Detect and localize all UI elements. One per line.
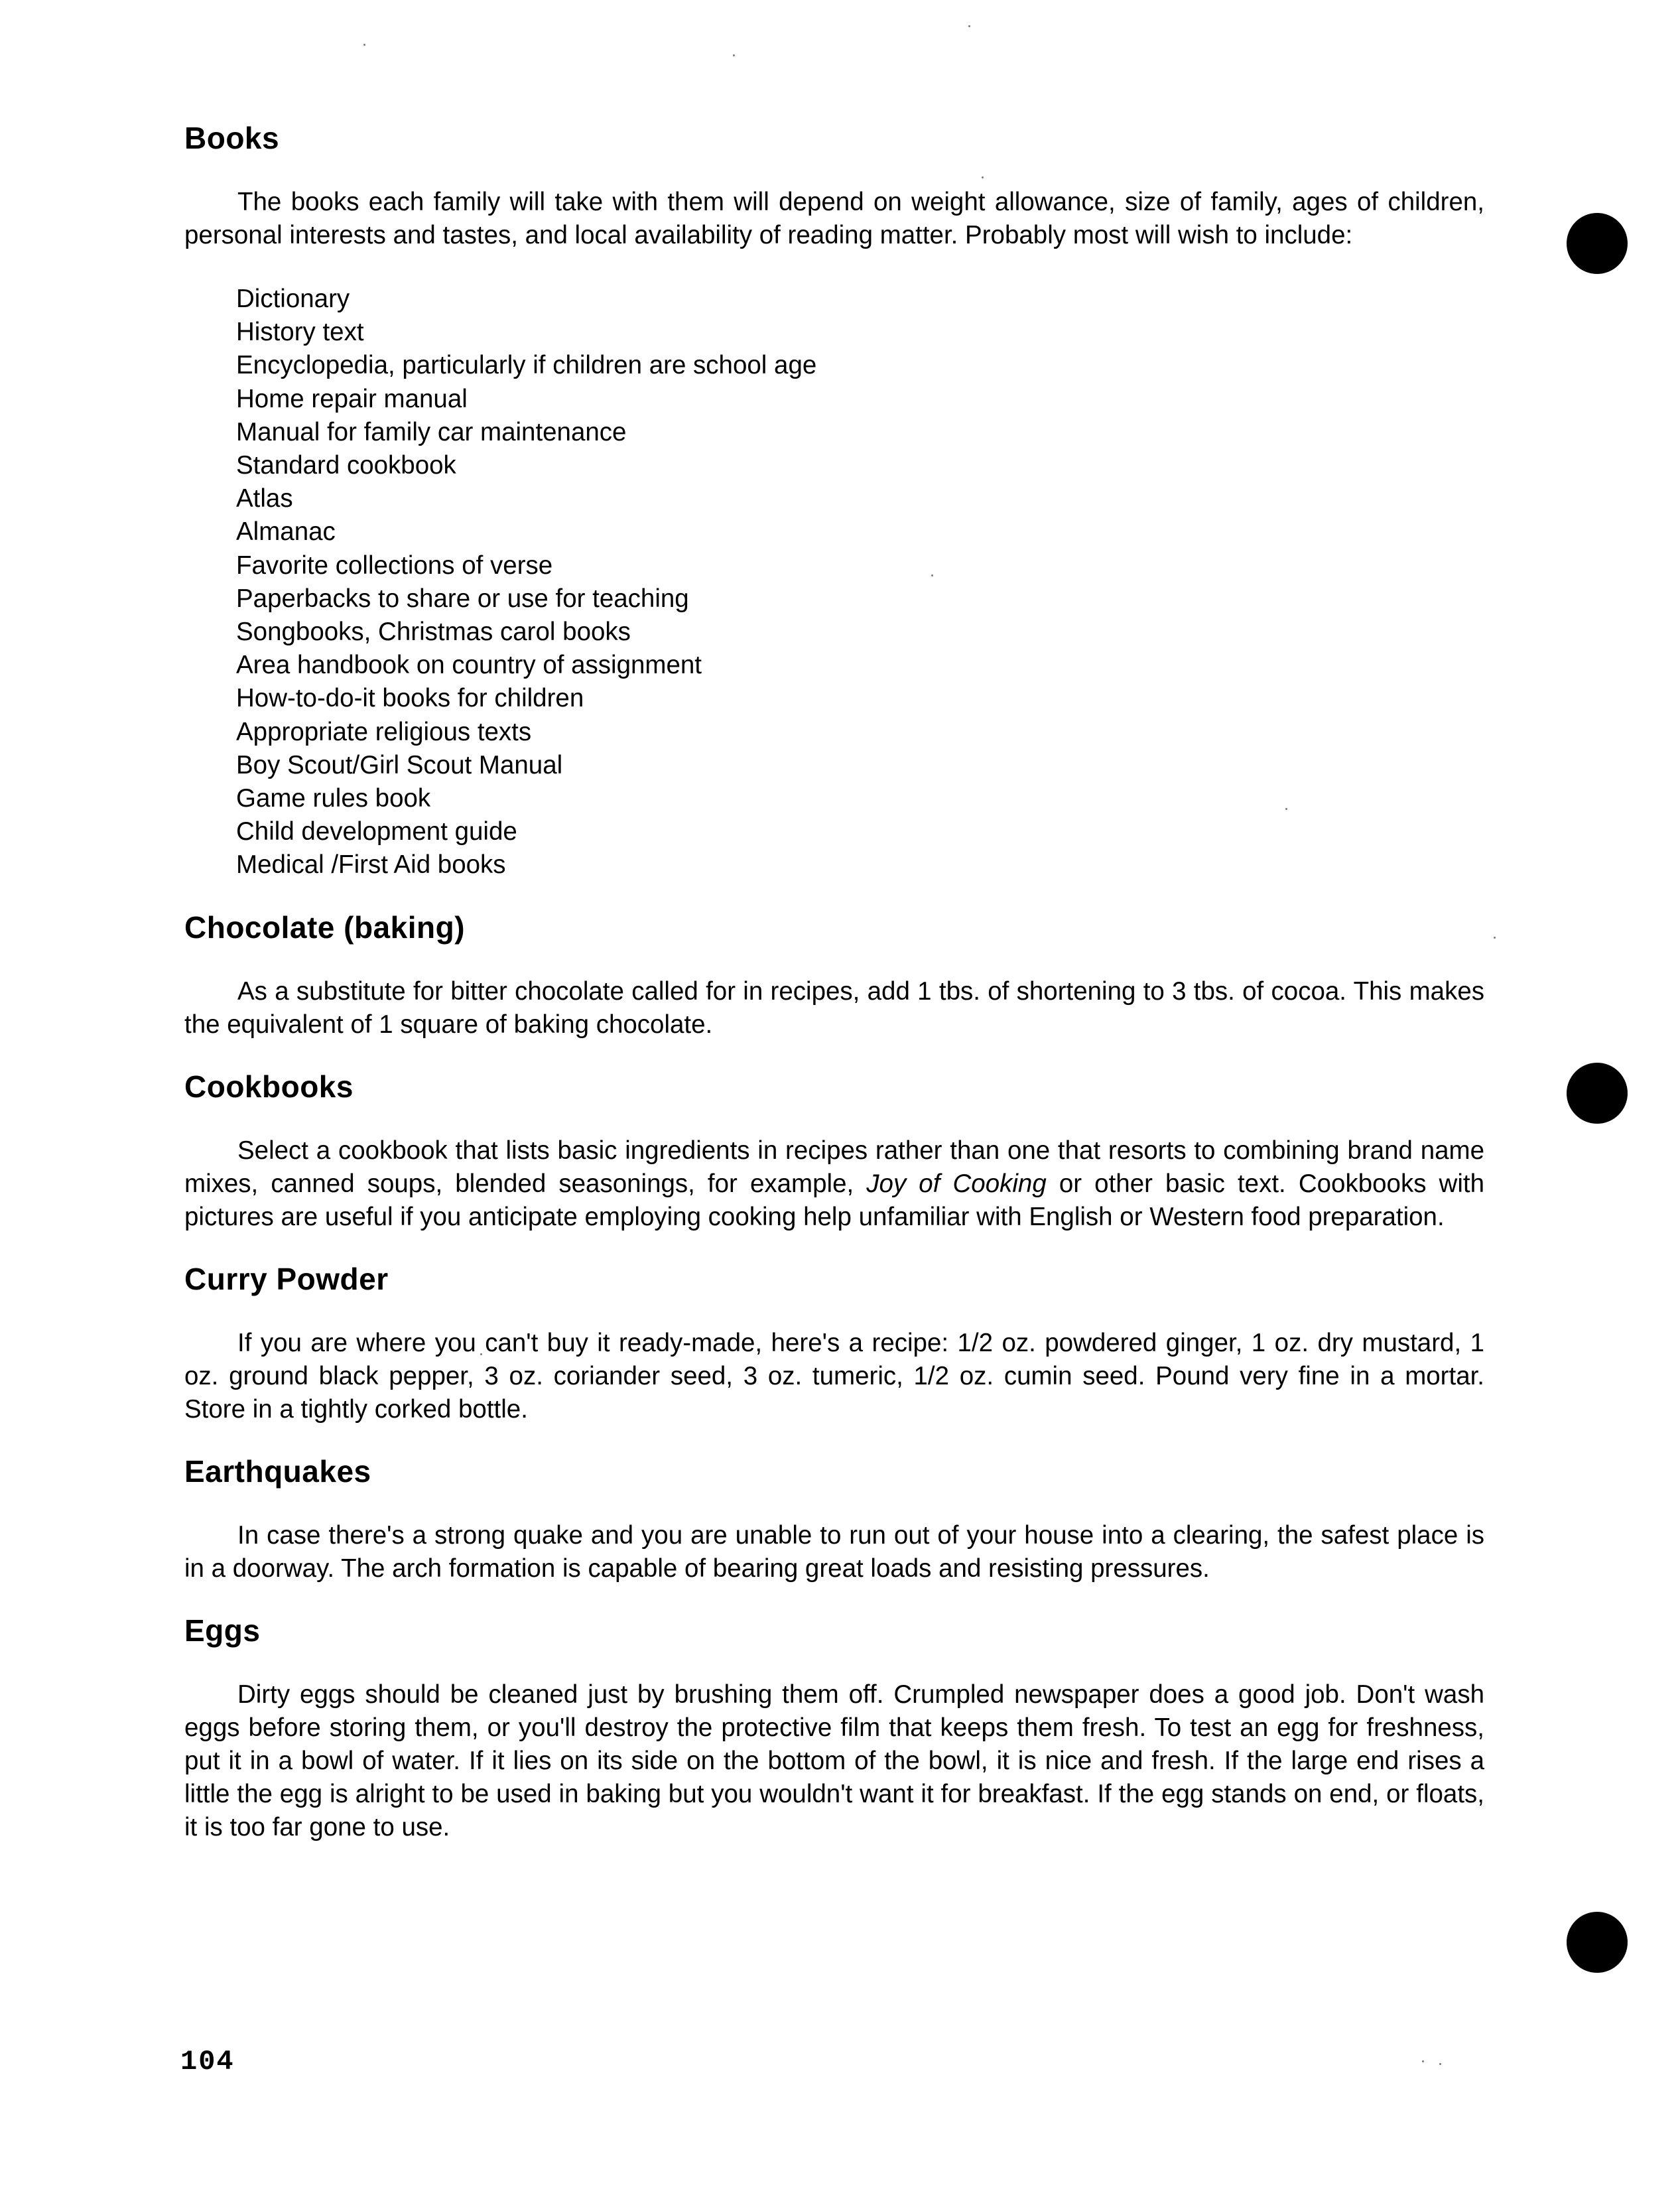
section-books: [184, 119, 1484, 882]
list-item: Standard cookbook: [236, 451, 456, 480]
list-item: Game rules book: [236, 784, 431, 813]
list-item: Child development guide: [236, 817, 517, 846]
list-item: Almanac: [236, 517, 336, 547]
books-list: [236, 283, 1484, 882]
list-item: Paperbacks to share or use for teaching: [236, 584, 689, 613]
list-item: Appropriate religious texts: [236, 717, 532, 746]
list-item: Medical /First Aid books: [236, 850, 506, 880]
punch-hole-bottom: [1567, 1912, 1628, 1973]
list-item: Encyclopedia, particularly if children are school age: [236, 351, 817, 380]
scan-speck: [968, 25, 970, 27]
scan-speck: [1439, 2063, 1441, 2065]
page-number: 104: [180, 2046, 235, 2078]
cookbooks-text: [184, 1134, 1484, 1234]
list-item: Atlas: [236, 484, 293, 513]
eggs-heading: Eggs: [184, 1613, 261, 1648]
section-chocolate: [184, 909, 1484, 1041]
books-intro: The books each family will take with them will depend on weight allowance, size of family, ages of children, personal interests and tastes, and local availability of reading matter. Probably most will wish to include:: [184, 188, 1484, 249]
section-cookbooks: [184, 1068, 1484, 1234]
main-content: [184, 119, 1484, 1844]
books-heading: Books: [184, 121, 280, 155]
earthquakes-text: In case there's a strong quake and you are unable to run out of your house into a clearing, the safest place is in a doorway. The arch formation is capable of bearing great loads and resisting pressures.: [184, 1520, 1484, 1583]
list-item: How-to-do-it books for children: [236, 684, 584, 713]
scan-speck: [733, 54, 735, 56]
chocolate-text: As a substitute for bitter chocolate called for in recipes, add 1 tbs. of shortening to 3 tbs. of cocoa. This makes the equivalent of 1 square of baking chocolate.: [184, 976, 1484, 1039]
list-item: Boy Scout/Girl Scout Manual: [236, 750, 563, 779]
earthquakes-heading: Earthquakes: [184, 1453, 371, 1489]
scan-speck: [363, 44, 365, 46]
cookbooks-heading: Cookbooks: [184, 1069, 354, 1104]
cookbooks-text-start: Select a cookbook that lists basic ingredients in recipes rather than one that resorts to combining brand name mixes, canned soups, blended seasonings, for example,: [184, 1136, 1484, 1198]
eggs-text: Dirty eggs should be cleaned just by brushing them off. Crumpled newspaper does a good job. Don't wash eggs before storing them, or you'll destroy the protective film that keeps them fresh. To test an egg for freshness, put it in a bowl of water. If it lies on its side on the bottom of the bowl, it is nice and fresh. If the large end rises a little the egg is alright to be used in baking but you wouldn't want it for breakfast. If the egg stands on end, or floats, it is too far gone to use.: [184, 1680, 1484, 1841]
cookbooks-text-end: or other basic text. Cookbooks with pictures are useful if you anticipate employing cooking help unfamiliar with English or Western food preparation.: [184, 1169, 1485, 1231]
scan-speck: [1422, 2060, 1424, 2062]
list-item: Favorite collections of verse: [236, 551, 553, 580]
chocolate-heading: Chocolate (baking): [184, 909, 466, 945]
list-item: Manual for family car maintenance: [236, 417, 627, 446]
list-item: Songbooks, Christmas carol books: [236, 618, 631, 647]
list-item: Area handbook on country of assignment: [236, 651, 702, 680]
list-item: History text: [236, 318, 364, 347]
list-item: Home repair manual: [236, 384, 468, 413]
curry-text: If you are where you can't buy it ready-made, here's a recipe: 1/2 oz. powdered ginger, 1 oz. dry mustard, 1 oz. ground black pepper, 3 oz. coriander seed, 3 oz. tumeric, 1/2 oz. cumin seed. Pound very fine in a mortar. Store in a tightly corked bottle.: [184, 1328, 1484, 1424]
punch-hole-middle: [1567, 1063, 1628, 1124]
section-eggs: [184, 1612, 1484, 1844]
cookbook-title: Joy of Cooking: [866, 1169, 1047, 1198]
punch-hole-top: [1567, 213, 1628, 274]
curry-heading: Curry Powder: [184, 1261, 389, 1296]
scan-speck: [1494, 937, 1496, 939]
section-earthquakes: [184, 1453, 1484, 1585]
section-curry-powder: [184, 1260, 1484, 1426]
list-item: Dictionary: [236, 285, 350, 313]
